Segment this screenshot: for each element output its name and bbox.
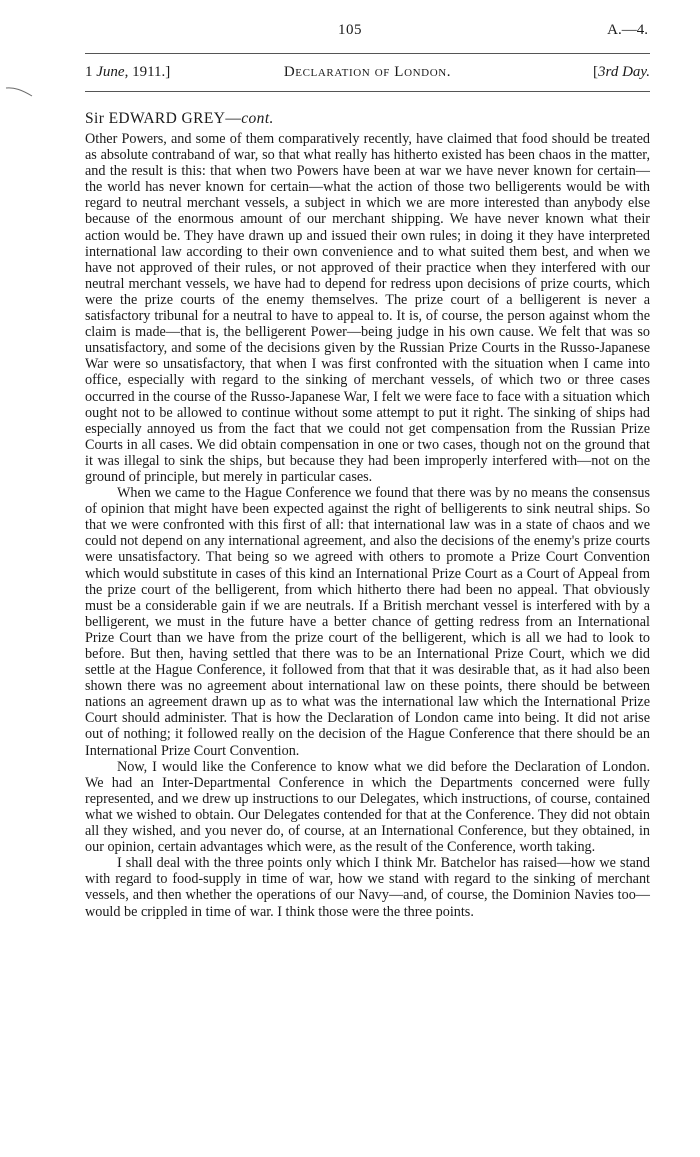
speaker-cont: cont. — [241, 110, 274, 127]
paragraph-4: I shall deal with the three points only which I think Mr. Batchelor has raised—how we stand with regard to food-supply in time of war, how we stand with regard to the sinking of merchant vessels, and then whether the operations of our Navy—and, of course, the Dominion Navies too—would be crippled in time of war. I think those were the three points. — [85, 855, 650, 920]
date-prefix: 1 — [85, 64, 97, 80]
paragraph-3: Now, I would like the Conference to know what we did before the Declaration of London. We had an Inter-Departmental Conference in which the Departments concerned were fully represented, and we drew up instructions to our Delegates, which instructions, of course, contained what we wished to obtain. Our Delegates contended for that at the Conference. They did not obtain all they wished, and you never do, of course, at an International Conference, but they obtained, in our opinion, certain advantages which were, as the result of the Conference, worth taking. — [85, 758, 650, 856]
running-head-day — [593, 64, 650, 81]
paragraph-1: Other Powers, and some of them comparatively recently, have claimed that food should be treated as absolute contraband of war, so that what really has hitherto existed has been chaos in the matter, and the result is this: that when two Powers have been at war we have never known for certain—the world has never known for certain—what the action of those two belligerents would be with regard to neutral merchant vessels, a subject in which we are more interested than anybody else because of the enormous amount of our merchant shipping. We have never known what their action would be. They have drawn up and issued their own rules; in doing it they have interpreted international law according to their own convenience and to what suited them best, and when we have not approved of their rules, or not approved of their practice when they interfered with our neutral merchant vessels, we have had to depend for redress upon decisions of prize courts, which were the prize courts of the enemy themselves. The prize court of a belligerent is never a satisfactory tribunal for a neutral to have to appeal to. It is, of course, the person against whom the claim is made—that is, the belligerent Power—being judge in his own cause. We felt that was so unsatisfactory, and some of the decisions given by the Russian Prize Courts in the Russo-Japanese War were so unsatisfactory, that when I was first confronted with the situation when I came into office, especially with regard to the sinking of merchant vessels, of which two or three cases occurred in the course of the Russo-Japanese War, I felt we were face to face with a situation which ought not to be allowed to continue without some attempt to put it right. The sinking of ships had especially annoyed us from the fact that we could not get compensation from the Russian Prize Courts in all cases. We did obtain compensation in one or two cases, though not on the ground that it was illegal to sink the ships, but because they had been improperly interfered with—not on the ground of principle, but merely in particular cases. — [85, 131, 650, 485]
header-rule-top — [85, 53, 650, 54]
day-label: 3rd Day. — [598, 64, 650, 80]
paragraph-2: When we came to the Hague Conference we found that there was by no means the consensus of opinion that might have been expected against the right of belligerents to sink neutral ships. So that we were confronted with this first of all: that international law was in a state of chaos and we could not depend on any international agreement, and also the decisions of the enemy's prize courts were unsatisfactory. That being so we agreed with others to promote a Prize Court Convention which would substitute in cases of this kind an International Prize Court as a Court of Appeal from the prize court of the belligerent, from which hitherto there had been no appeal. That obviously must be a considerable gain if we are neutrals. If a British merchant vessel is interfered with by a belligerent, we must in the future have a better chance of getting redress from an International Prize Court than we have from the prize court of the belligerent, which is all we had to look to before. But then, having settled that there was to be an International Prize Court, which we did settle at the Hague Conference, it followed from that that it was desirable that, as it had also been shown there was no agreement about international law on these points, there should be between nations an agreement drawn up as to what was the international law which the International Prize Court should administer. That is how the Declaration of London came into being. It did not arise out of nothing; it followed really on the decision of the Hague Conference that there should be an International Prize Court Convention. — [85, 485, 650, 759]
speaker-name: Sir EDWARD GREY— — [85, 110, 242, 127]
day-prefix: [ — [593, 64, 599, 80]
paper-reference: A.—4. — [607, 22, 648, 38]
page-number: 105 — [338, 22, 362, 38]
speech-body — [85, 131, 650, 920]
running-head-title: Declaration of London. — [283, 64, 452, 80]
date-month: June — [96, 64, 125, 80]
speaker-heading — [85, 110, 274, 128]
date-suffix: , 1911.] — [124, 64, 171, 80]
header-rule-bottom — [85, 91, 650, 92]
margin-pencil-mark — [4, 84, 34, 98]
